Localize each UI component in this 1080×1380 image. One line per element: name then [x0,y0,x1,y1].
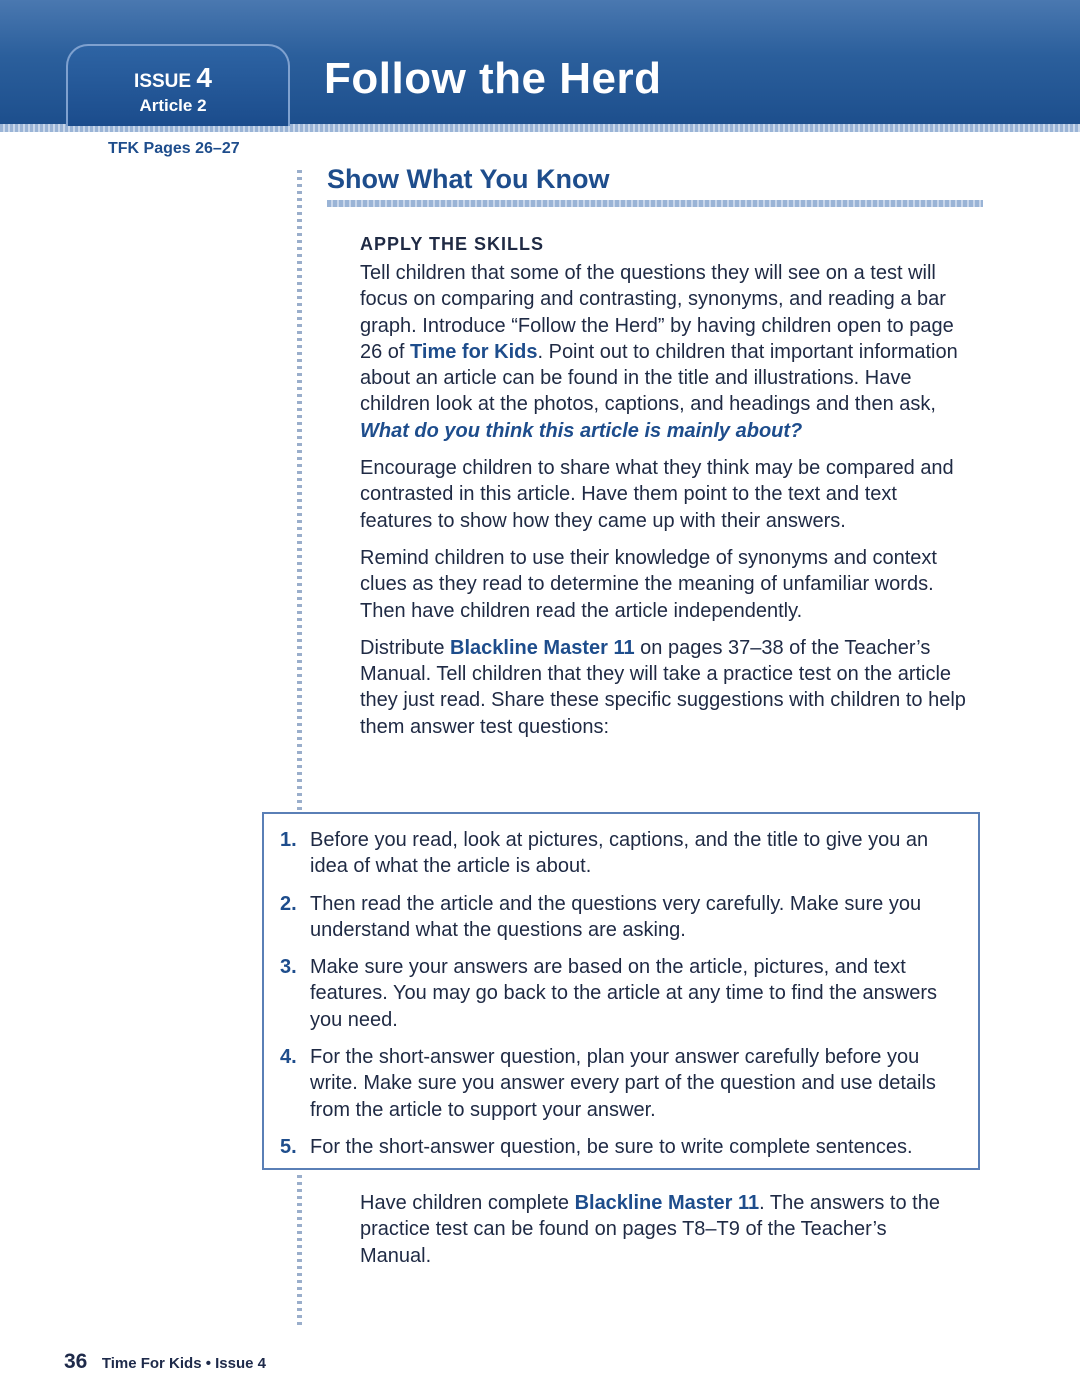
issue-tab [66,44,290,126]
paragraph-compare: Encourage children to share what they think may be compared and contrasted in this article. Have them point to the text and text features to show how they came up with their answers. [360,457,954,532]
page-title: Follow the Herd [324,54,662,103]
list-item: 5. For the short-answer question, be sure to write complete sentences. [280,1135,913,1158]
issue-label: ISSUE [134,71,192,92]
paragraph-synonyms: Remind children to use their knowledge of synonyms and context clues as they read to determine the meaning of unfamiliar words. Then have children read the article independently. [360,546,937,622]
paragraph-distribute: Distribute Blackline Master 11 on pages 37–38 of the Teacher’s Manual. Tell children that they will take a practice test on the article they just read. Share these specific suggestions with children to help them answer test questions: [360,636,966,738]
list-item: 1. Before you read, look at pictures, captions, and the title to give you an idea of what the article is about. [280,829,929,878]
paragraph-intro: Tell children that some of the questions they will see on a test will focus on comparing and contrasting, synonyms, and reading a bar graph. Introduce “Follow the Herd” by having children open to page 26 of Time for Kids. Point out to children that important information about an article can be found in the title and illustrations. Have children look at the photos, captions, and headings and then ask, What do you think this article is mainly about? [360,262,958,442]
time-for-kids-ref: Time for Kids [410,340,538,363]
page-footer [64,1350,266,1374]
left-dotted-rule-top [297,170,302,810]
page-number: 36 [64,1350,88,1373]
issue-label-line [68,62,278,94]
article-label: Article 2 [139,96,207,115]
test-tips-box [262,812,980,1170]
main-text [360,232,970,751]
left-dotted-rule-bottom [297,1175,302,1325]
blackline-master-ref: Blackline Master 11 [450,636,635,659]
footer-text: Time For Kids • Issue 4 [101,1355,267,1372]
apply-skills-subhead: APPLY THE SKILLS [360,234,545,254]
list-item: 3. Make sure your answers are based on the article, pictures, and text features. You may go back to the article at any time to find the answers you need. [280,956,938,1031]
blackline-master-ref: Blackline Master 11 [574,1192,760,1214]
issue-number: 4 [196,62,212,93]
main-idea-question: What do you think this article is mainly about? [360,419,803,442]
paragraph-closing: Have children complete Blackline Master 11. The answers to the practice test can be found on pages T8–T9 of the Teacher’s Manual. [360,1192,940,1267]
tfk-pages-reference: TFK Pages 26–27 [108,140,240,157]
list-item: 4. For the short-answer question, plan your answer carefully before you write. Make sure you answer every part of the question and use details from the article to support your answer. [280,1046,936,1121]
list-item: 2. Then read the article and the questions very carefully. Make sure you understand what the questions are asking. [280,892,922,941]
section-title: Show What You Know [327,164,610,194]
test-tips-list [280,827,960,1171]
section-dotted-rule [327,200,983,207]
